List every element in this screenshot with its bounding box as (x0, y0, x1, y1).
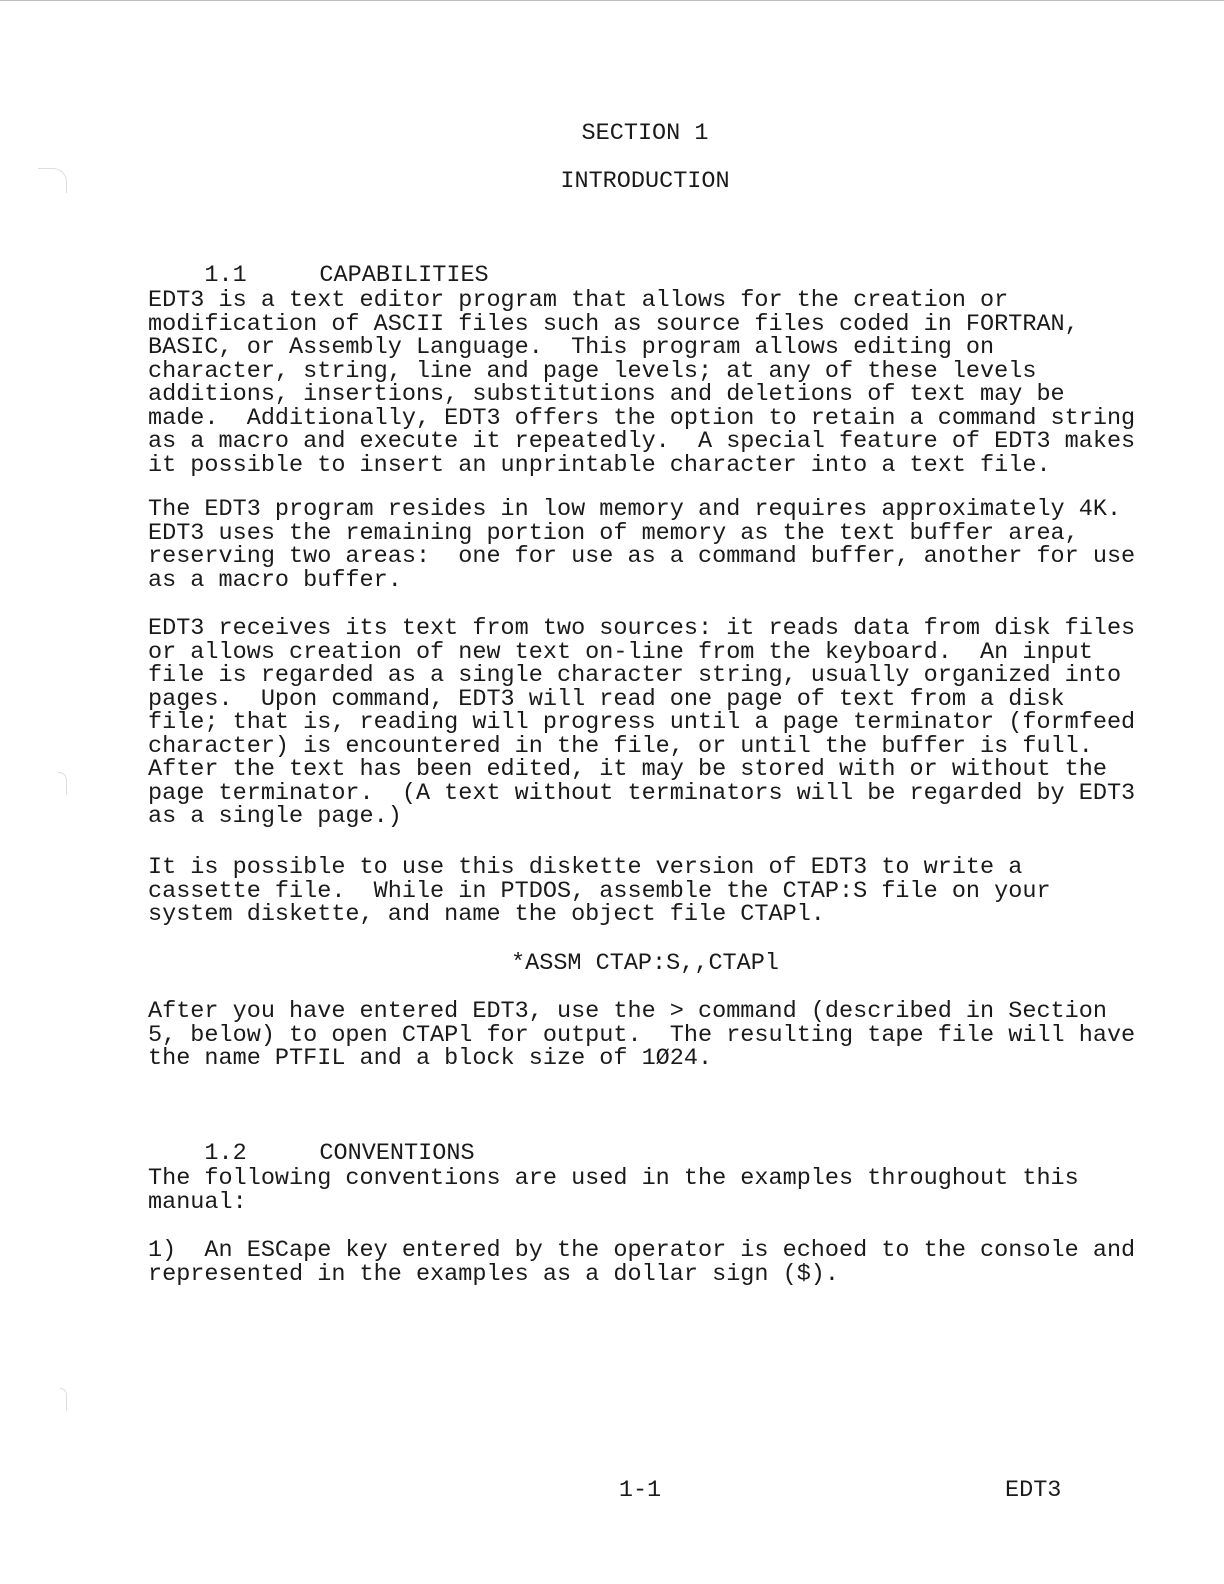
command-example: *ASSM CTAP:S,,CTAPl (511, 950, 779, 977)
footer-document-name: EDT3 (1005, 1477, 1062, 1504)
subsection-title: CONVENTIONS (319, 1140, 475, 1167)
paragraph-tape-output: After you have entered EDT3, use the > command (described in Section 5, below) to open CTAPl for output. The resulting tape file will have the name PTFIL and a block size of 1Ø24. (148, 998, 1136, 1072)
scan-artifact-mark (58, 772, 67, 795)
section-subtitle: INTRODUCTION (560, 168, 730, 195)
list-item-convention-1: 1) An ESCape key entered by the operator is echoed to the console and represented in the examples as a dollar sign ($). (148, 1237, 1136, 1288)
subsection-number: 1.2 (204, 1140, 247, 1167)
paragraph-cassette: It is possible to use this diskette version of EDT3 to write a cassette file. While in PTDOS, assemble the CTAP:S file on your system diskette, and name the object file CTAPl. (148, 854, 1051, 928)
paragraph-memory: The EDT3 program resides in low memory and requires approximately 4K. EDT3 uses the remaining portion of memory as the text buffer area, reserving two areas: one for use as a command buffer, another for use as a macro buffer. (148, 496, 1136, 594)
paragraph-conventions-intro: The following conventions are used in the examples throughout this manual: (148, 1165, 1079, 1216)
subsection-number: 1.1 (204, 262, 247, 289)
scan-artifact-mark (60, 1388, 67, 1411)
paragraph-capabilities-intro: EDT3 is a text editor program that allows for the creation or modification of ASCII files such as source files coded in FORTRAN, BASIC, or Assembly Language. This program allows editing on character, string, line and page levels; at any of these levels additions, insertions, substitutions and deletions of text may be made. Additionally, EDT3 offers the option to retain a command string as a macro and execute it repeatedly. A special feature of EDT3 makes it possible to insert an unprintable character into a text file. (148, 287, 1136, 479)
paragraph-text-sources: EDT3 receives its text from two sources: it reads data from disk files or allows creation of new text on-line from the keyboard. An input file is regarded as a single character string, usually organized into pages. Upon command, EDT3 will read one page of text from a disk file; that is, reading will progress until a page terminator (formfeed character) is encountered in the file, or until the buffer is full. After the text has been edited, it may be stored with or without the page terminator. (A text without terminators will be regarded by EDT3 as a single page.) (148, 615, 1136, 830)
subsection-title: CAPABILITIES (319, 262, 489, 289)
section-title: SECTION 1 (581, 120, 709, 147)
footer-page-number: 1-1 (618, 1477, 662, 1504)
